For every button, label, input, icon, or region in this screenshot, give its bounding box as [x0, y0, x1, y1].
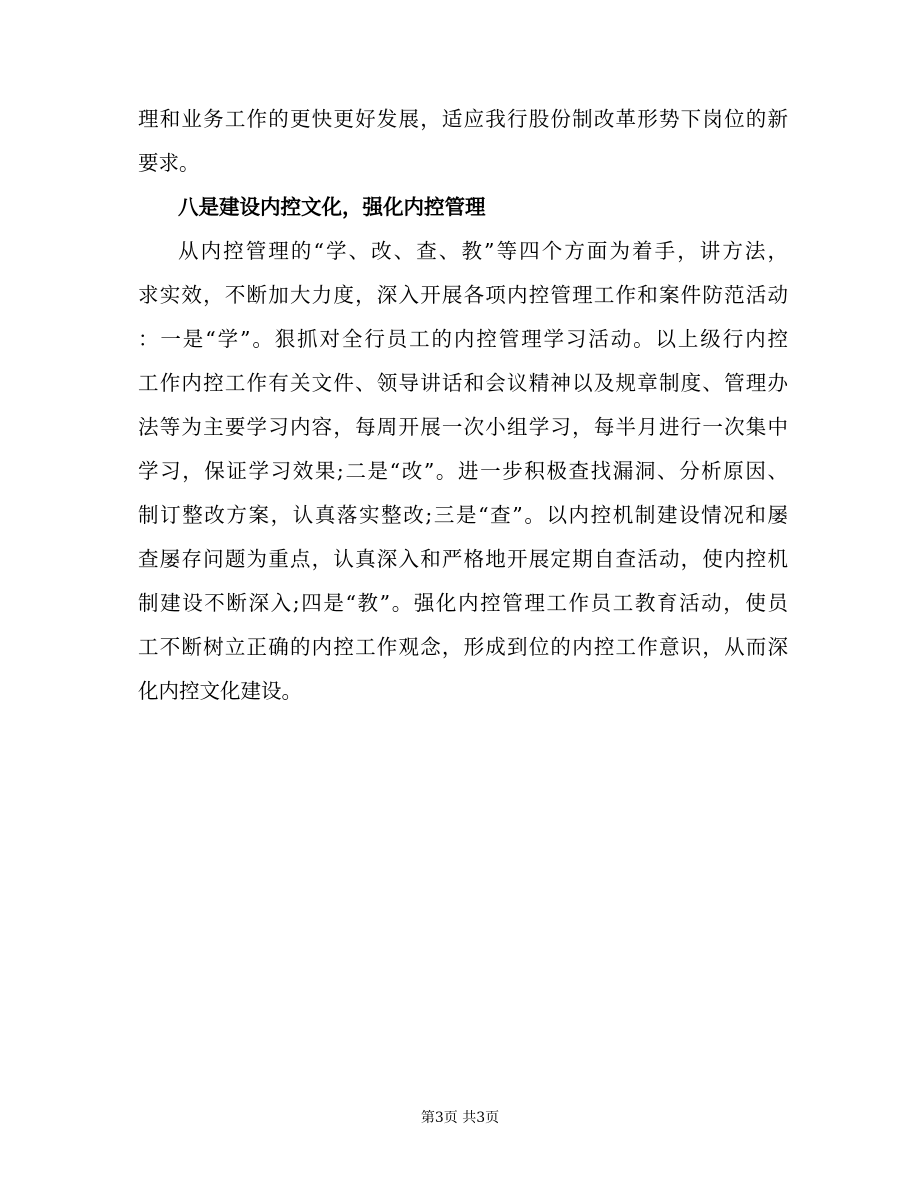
paragraph-2-line-11: 化内控文化建设。	[138, 679, 302, 703]
page-number-footer: 第3页 共3页	[420, 1110, 500, 1126]
paragraph-2-line-8: 查屡存问题为重点，认真深入和严格地开展定期自查活动，使内控机	[138, 547, 788, 571]
paragraph-2-line-7: 制订整改方案，认真落实整改;三是“查”。以内控机制建设情况和屡	[138, 503, 788, 527]
paragraph-2-line-10: 工不断树立正确的内控工作观念，形成到位的内控工作意识，从而深	[138, 635, 788, 659]
paragraph-2-line-9: 制建设不断深入;四是“教”。强化内控管理工作员工教育活动，使员	[138, 591, 788, 615]
paragraph-2-line-5: 法等为主要学习内容，每周开展一次小组学习，每半月进行一次集中	[138, 415, 788, 439]
paragraph-2-line-3: ：一是“学”。狠抓对全行员工的内控管理学习活动。以上级行内控	[138, 327, 788, 351]
section-heading: 八是建设内控文化，强化内控管理	[178, 195, 486, 219]
paragraph-2-line-1: 从内控管理的“学、改、查、教”等四个方面为着手，讲方法，	[178, 239, 788, 263]
paragraph-2-line-4: 工作内控工作有关文件、领导讲话和会议精神以及规章制度、管理办	[138, 371, 788, 395]
paragraph-2-line-6: 学习，保证学习效果;二是“改”。进一步积极查找漏洞、分析原因、	[138, 459, 788, 483]
paragraph-2-line-2: 求实效，不断加大力度，深入开展各项内控管理工作和案件防范活动	[138, 283, 788, 307]
paragraph-1-line-2: 要求。	[138, 151, 200, 175]
paragraph-1-line-1: 理和业务工作的更快更好发展，适应我行股份制改革形势下岗位的新	[138, 107, 788, 131]
